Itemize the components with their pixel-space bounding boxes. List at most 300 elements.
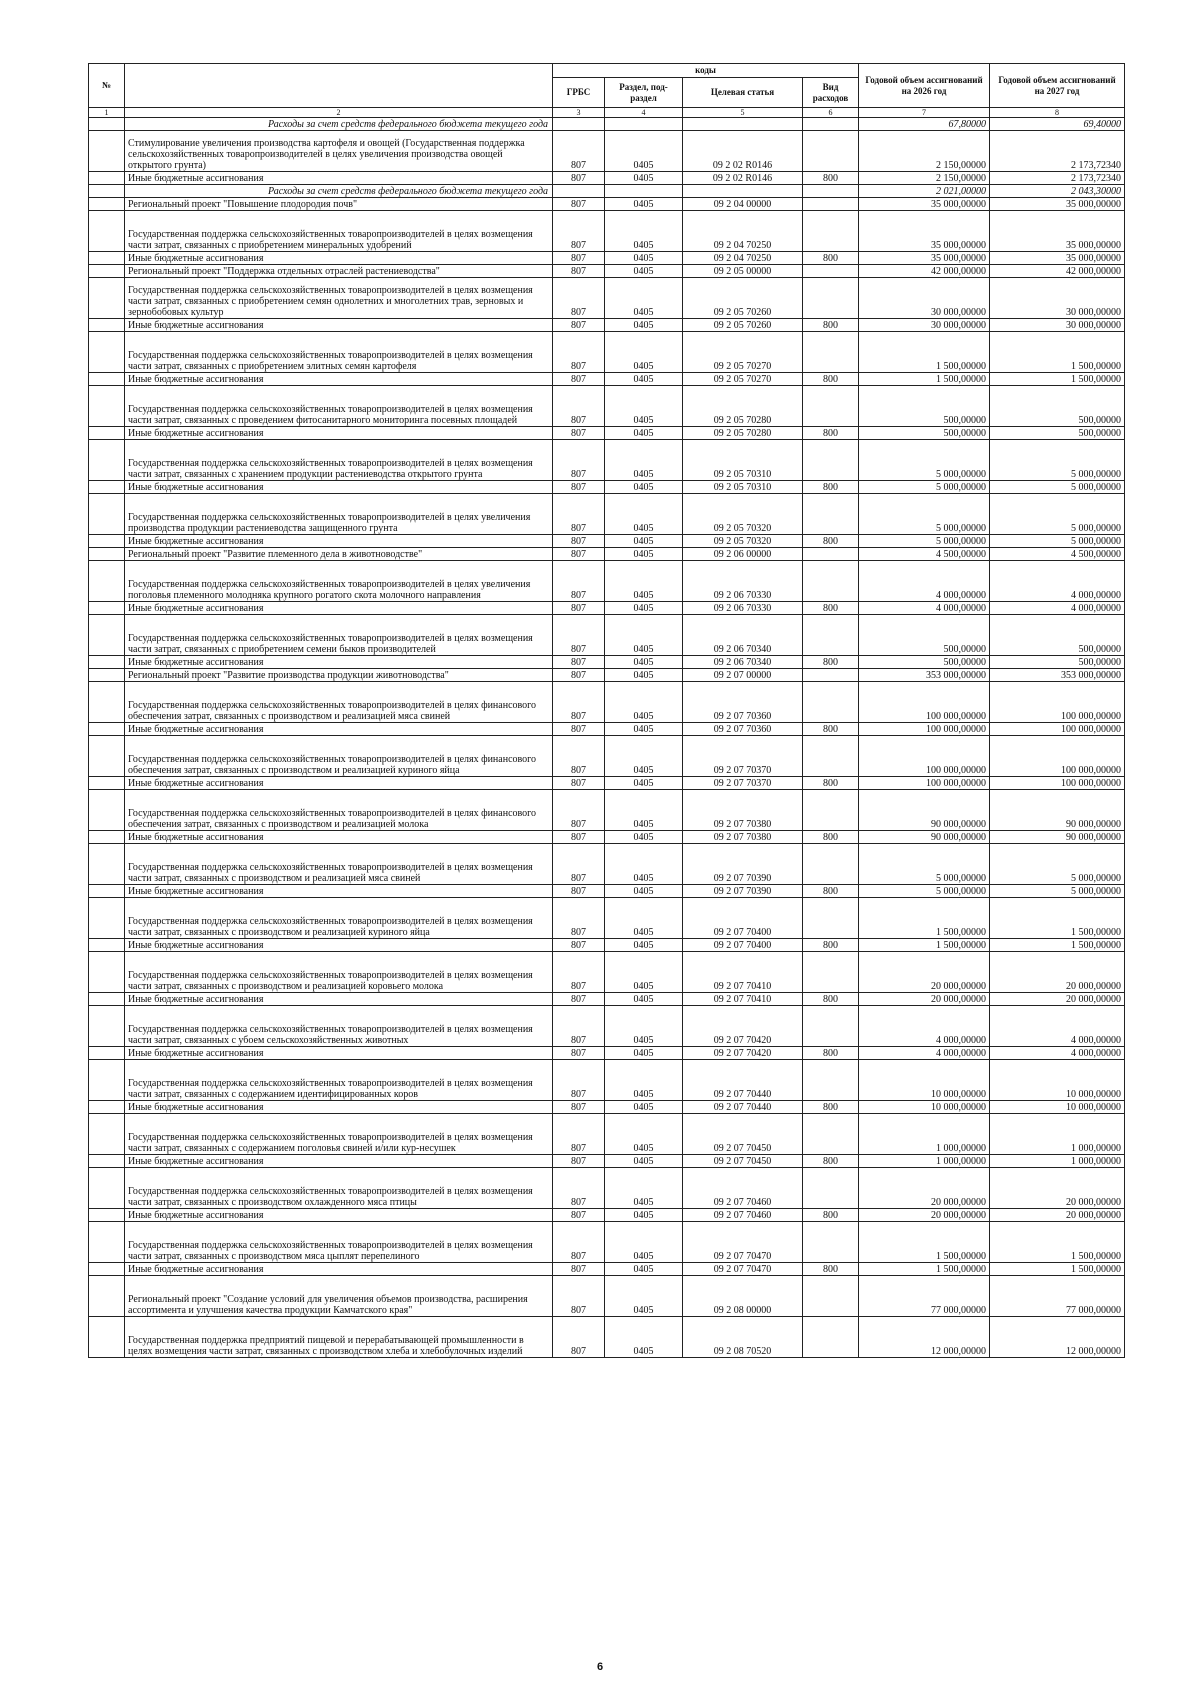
row-2026: 100 000,00000	[859, 723, 990, 736]
header-tselevaya: Целевая статья	[683, 78, 803, 108]
row-num	[89, 790, 125, 831]
row-2027: 353 000,00000	[990, 669, 1125, 682]
row-vid: 800	[803, 656, 859, 669]
row-grbs: 807	[553, 319, 605, 332]
row-2026: 2 150,00000	[859, 131, 990, 172]
row-2027: 2 173,72340	[990, 131, 1125, 172]
row-num	[89, 481, 125, 494]
row-grbs: 807	[553, 682, 605, 723]
row-name: Иные бюджетные ассигнования	[125, 885, 553, 898]
row-2027: 1 500,00000	[990, 373, 1125, 386]
table-row	[89, 669, 1125, 682]
row-tselevaya	[683, 118, 803, 131]
row-razdel: 0405	[605, 1060, 683, 1101]
row-razdel: 0405	[605, 265, 683, 278]
table-row	[89, 885, 1125, 898]
row-grbs: 807	[553, 656, 605, 669]
budget-table	[88, 63, 1125, 1358]
row-razdel	[605, 118, 683, 131]
row-name: Государственная поддержка сельскохозяйственных товаропроизводителей в целях возмещения части затрат, связанных с приобретением элитных семян картофеля	[125, 332, 553, 373]
row-2027: 12 000,00000	[990, 1317, 1125, 1358]
table-row	[89, 831, 1125, 844]
col-number: 4	[605, 108, 683, 118]
row-razdel: 0405	[605, 790, 683, 831]
row-num	[89, 682, 125, 723]
row-grbs	[553, 118, 605, 131]
row-vid	[803, 332, 859, 373]
row-tselevaya: 09 2 07 70460	[683, 1168, 803, 1209]
row-num	[89, 1006, 125, 1047]
table-row	[89, 1263, 1125, 1276]
row-tselevaya: 09 2 05 70310	[683, 481, 803, 494]
row-2026: 67,80000	[859, 118, 990, 131]
table-row	[89, 373, 1125, 386]
table-row	[89, 131, 1125, 172]
row-2026: 1 500,00000	[859, 1263, 990, 1276]
row-2026: 35 000,00000	[859, 198, 990, 211]
row-2026: 4 000,00000	[859, 1047, 990, 1060]
row-2026: 100 000,00000	[859, 777, 990, 790]
row-name: Государственная поддержка сельскохозяйственных товаропроизводителей в целях финансового обеспечения затрат, связанных с производством и реализацией куриного яйца	[125, 736, 553, 777]
row-2027: 1 500,00000	[990, 898, 1125, 939]
row-2026: 500,00000	[859, 656, 990, 669]
table-row	[89, 494, 1125, 535]
row-grbs: 807	[553, 1114, 605, 1155]
row-2027: 30 000,00000	[990, 319, 1125, 332]
row-name: Иные бюджетные ассигнования	[125, 656, 553, 669]
row-tselevaya: 09 2 05 70320	[683, 494, 803, 535]
row-razdel: 0405	[605, 1168, 683, 1209]
row-2026: 2 150,00000	[859, 172, 990, 185]
row-2027: 100 000,00000	[990, 736, 1125, 777]
row-tselevaya: 09 2 07 70400	[683, 939, 803, 952]
row-vid: 800	[803, 427, 859, 440]
row-2027: 30 000,00000	[990, 278, 1125, 319]
row-2027: 5 000,00000	[990, 481, 1125, 494]
row-2027: 1 500,00000	[990, 1263, 1125, 1276]
row-2027: 100 000,00000	[990, 682, 1125, 723]
row-2027: 1 000,00000	[990, 1155, 1125, 1168]
table-row	[89, 535, 1125, 548]
row-2026: 90 000,00000	[859, 790, 990, 831]
row-2026: 1 000,00000	[859, 1155, 990, 1168]
table-row	[89, 278, 1125, 319]
row-grbs: 807	[553, 669, 605, 682]
row-tselevaya: 09 2 04 00000	[683, 198, 803, 211]
row-num	[89, 427, 125, 440]
row-2026: 4 000,00000	[859, 602, 990, 615]
col-number: 7	[859, 108, 990, 118]
row-razdel: 0405	[605, 548, 683, 561]
row-name: Иные бюджетные ассигнования	[125, 252, 553, 265]
row-2026: 5 000,00000	[859, 844, 990, 885]
row-razdel: 0405	[605, 1006, 683, 1047]
row-2027: 4 000,00000	[990, 1006, 1125, 1047]
row-2026: 35 000,00000	[859, 211, 990, 252]
header-name	[125, 64, 553, 108]
row-tselevaya: 09 2 05 70280	[683, 427, 803, 440]
row-2026: 1 500,00000	[859, 373, 990, 386]
row-razdel: 0405	[605, 723, 683, 736]
row-razdel: 0405	[605, 939, 683, 952]
row-2026: 5 000,00000	[859, 494, 990, 535]
row-2026: 500,00000	[859, 386, 990, 427]
row-num	[89, 1114, 125, 1155]
row-vid: 800	[803, 723, 859, 736]
row-razdel: 0405	[605, 278, 683, 319]
row-tselevaya: 09 2 05 70320	[683, 535, 803, 548]
col-number: 6	[803, 108, 859, 118]
row-grbs: 807	[553, 494, 605, 535]
row-num	[89, 535, 125, 548]
row-name: Региональный проект "Создание условий для увеличения объемов производства, расширения ассортимента и улучшения качества продукции Камчатского края"	[125, 1276, 553, 1317]
row-grbs: 807	[553, 723, 605, 736]
row-tselevaya: 09 2 07 70360	[683, 682, 803, 723]
row-vid: 800	[803, 1209, 859, 1222]
row-grbs: 807	[553, 1222, 605, 1263]
row-vid	[803, 198, 859, 211]
row-2027: 2 173,72340	[990, 172, 1125, 185]
row-grbs: 807	[553, 548, 605, 561]
row-name: Государственная поддержка сельскохозяйственных товаропроизводителей в целях возмещения части затрат, связанных с содержанием поголовья свиней и/или кур-несушек	[125, 1114, 553, 1155]
row-grbs: 807	[553, 1047, 605, 1060]
header-2026: Годовой объем ассигнований на 2026 год	[859, 64, 990, 108]
row-2026: 4 000,00000	[859, 1006, 990, 1047]
row-razdel: 0405	[605, 440, 683, 481]
row-razdel: 0405	[605, 844, 683, 885]
row-razdel: 0405	[605, 898, 683, 939]
table-row	[89, 265, 1125, 278]
row-2027: 20 000,00000	[990, 952, 1125, 993]
row-razdel: 0405	[605, 682, 683, 723]
row-tselevaya: 09 2 05 70260	[683, 278, 803, 319]
row-num	[89, 1209, 125, 1222]
row-2027: 4 000,00000	[990, 1047, 1125, 1060]
row-grbs: 807	[553, 1060, 605, 1101]
table-row	[89, 602, 1125, 615]
row-num	[89, 615, 125, 656]
row-grbs: 807	[553, 831, 605, 844]
row-grbs: 807	[553, 427, 605, 440]
row-num	[89, 386, 125, 427]
table-row	[89, 939, 1125, 952]
row-2027: 100 000,00000	[990, 777, 1125, 790]
row-num	[89, 1276, 125, 1317]
row-vid: 800	[803, 831, 859, 844]
row-num	[89, 131, 125, 172]
row-tselevaya: 09 2 05 70270	[683, 373, 803, 386]
row-tselevaya: 09 2 05 70280	[683, 386, 803, 427]
row-vid	[803, 386, 859, 427]
row-name: Государственная поддержка сельскохозяйственных товаропроизводителей в целях увеличения поголовья племенного молодняка крупного рогатого скота молочного направления	[125, 561, 553, 602]
row-tselevaya: 09 2 06 00000	[683, 548, 803, 561]
row-razdel: 0405	[605, 777, 683, 790]
row-tselevaya: 09 2 07 70470	[683, 1263, 803, 1276]
row-name: Иные бюджетные ассигнования	[125, 1047, 553, 1060]
row-grbs: 807	[553, 561, 605, 602]
row-grbs: 807	[553, 278, 605, 319]
row-razdel: 0405	[605, 1222, 683, 1263]
table-row	[89, 656, 1125, 669]
row-grbs: 807	[553, 481, 605, 494]
row-2027: 35 000,00000	[990, 252, 1125, 265]
row-name: Иные бюджетные ассигнования	[125, 319, 553, 332]
row-grbs: 807	[553, 1276, 605, 1317]
row-tselevaya: 09 2 07 70380	[683, 831, 803, 844]
row-grbs: 807	[553, 252, 605, 265]
row-grbs: 807	[553, 332, 605, 373]
table-row	[89, 1114, 1125, 1155]
row-name: Иные бюджетные ассигнования	[125, 1263, 553, 1276]
row-razdel: 0405	[605, 1209, 683, 1222]
row-vid	[803, 118, 859, 131]
table-row	[89, 1317, 1125, 1358]
row-2027: 500,00000	[990, 386, 1125, 427]
row-razdel: 0405	[605, 198, 683, 211]
row-vid	[803, 952, 859, 993]
table-row	[89, 548, 1125, 561]
row-vid	[803, 1276, 859, 1317]
header-codes: коды	[553, 64, 859, 78]
row-vid: 800	[803, 373, 859, 386]
row-tselevaya: 09 2 07 00000	[683, 669, 803, 682]
row-2027: 77 000,00000	[990, 1276, 1125, 1317]
row-razdel: 0405	[605, 332, 683, 373]
row-grbs: 807	[553, 952, 605, 993]
col-number: 5	[683, 108, 803, 118]
row-vid: 800	[803, 885, 859, 898]
row-name: Государственная поддержка сельскохозяйственных товаропроизводителей в целях возмещения части затрат, связанных с производством и реализацией мяса свиней	[125, 844, 553, 885]
row-tselevaya: 09 2 07 70450	[683, 1155, 803, 1168]
table-row	[89, 561, 1125, 602]
row-grbs: 807	[553, 265, 605, 278]
row-2026: 1 500,00000	[859, 898, 990, 939]
row-grbs: 807	[553, 131, 605, 172]
row-razdel: 0405	[605, 131, 683, 172]
row-2027: 4 500,00000	[990, 548, 1125, 561]
row-razdel: 0405	[605, 669, 683, 682]
table-row	[89, 993, 1125, 1006]
table-row	[89, 682, 1125, 723]
row-vid	[803, 898, 859, 939]
row-2026: 500,00000	[859, 615, 990, 656]
table-row	[89, 1047, 1125, 1060]
row-tselevaya: 09 2 05 70260	[683, 319, 803, 332]
row-tselevaya: 09 2 05 70270	[683, 332, 803, 373]
row-vid	[803, 278, 859, 319]
row-num	[89, 198, 125, 211]
row-name: Иные бюджетные ассигнования	[125, 427, 553, 440]
row-2027: 90 000,00000	[990, 831, 1125, 844]
row-2026: 4 000,00000	[859, 561, 990, 602]
row-num	[89, 736, 125, 777]
table-row	[89, 1060, 1125, 1101]
row-grbs: 807	[553, 440, 605, 481]
row-vid	[803, 185, 859, 198]
row-2026: 30 000,00000	[859, 319, 990, 332]
table-row	[89, 198, 1125, 211]
table-row	[89, 844, 1125, 885]
row-razdel: 0405	[605, 481, 683, 494]
row-grbs: 807	[553, 1317, 605, 1358]
row-2026: 10 000,00000	[859, 1101, 990, 1114]
row-razdel: 0405	[605, 736, 683, 777]
table-row	[89, 898, 1125, 939]
row-razdel: 0405	[605, 252, 683, 265]
row-name: Государственная поддержка сельскохозяйственных товаропроизводителей в целях финансового обеспечения затрат, связанных с производством и реализацией мяса свиней	[125, 682, 553, 723]
row-razdel: 0405	[605, 494, 683, 535]
col-number: 1	[89, 108, 125, 118]
row-tselevaya: 09 2 05 70310	[683, 440, 803, 481]
row-num	[89, 1168, 125, 1209]
row-name: Государственная поддержка сельскохозяйственных товаропроизводителей в целях возмещения части затрат, связанных с производством и реализацией коровьего молока	[125, 952, 553, 993]
row-2027: 10 000,00000	[990, 1101, 1125, 1114]
row-num	[89, 494, 125, 535]
row-name: Региональный проект "Повышение плодородия почв"	[125, 198, 553, 211]
row-2027: 1 500,00000	[990, 332, 1125, 373]
row-num	[89, 1222, 125, 1263]
row-2027: 10 000,00000	[990, 1060, 1125, 1101]
row-num	[89, 252, 125, 265]
row-grbs: 807	[553, 373, 605, 386]
row-vid	[803, 548, 859, 561]
row-tselevaya: 09 2 07 70450	[683, 1114, 803, 1155]
row-tselevaya: 09 2 08 00000	[683, 1276, 803, 1317]
row-vid	[803, 615, 859, 656]
row-name: Региональный проект "Развитие производства продукции животноводства"	[125, 669, 553, 682]
row-tselevaya: 09 2 04 70250	[683, 211, 803, 252]
row-2026: 12 000,00000	[859, 1317, 990, 1358]
row-name: Иные бюджетные ассигнования	[125, 481, 553, 494]
row-num	[89, 1263, 125, 1276]
row-grbs: 807	[553, 1006, 605, 1047]
row-razdel: 0405	[605, 1263, 683, 1276]
row-razdel: 0405	[605, 615, 683, 656]
row-2026: 500,00000	[859, 427, 990, 440]
row-2027: 100 000,00000	[990, 723, 1125, 736]
row-name: Стимулирование увеличения производства картофеля и овощей (Государственная поддержка сельскохозяйственных товаропроизводителей в целях увеличения производства овощей открытого грунта)	[125, 131, 553, 172]
row-tselevaya: 09 2 07 70410	[683, 993, 803, 1006]
row-num	[89, 440, 125, 481]
row-vid: 800	[803, 1047, 859, 1060]
row-vid	[803, 1168, 859, 1209]
row-vid	[803, 844, 859, 885]
row-2027: 90 000,00000	[990, 790, 1125, 831]
row-razdel: 0405	[605, 1101, 683, 1114]
row-razdel: 0405	[605, 172, 683, 185]
row-2026: 1 500,00000	[859, 1222, 990, 1263]
row-num	[89, 993, 125, 1006]
row-2027: 42 000,00000	[990, 265, 1125, 278]
row-name: Иные бюджетные ассигнования	[125, 373, 553, 386]
row-2026: 90 000,00000	[859, 831, 990, 844]
row-2026: 353 000,00000	[859, 669, 990, 682]
row-name: Иные бюджетные ассигнования	[125, 1155, 553, 1168]
row-grbs: 807	[553, 993, 605, 1006]
row-razdel: 0405	[605, 885, 683, 898]
table-row	[89, 1222, 1125, 1263]
row-2026: 2 021,00000	[859, 185, 990, 198]
row-2026: 20 000,00000	[859, 952, 990, 993]
row-2026: 35 000,00000	[859, 252, 990, 265]
table-row	[89, 1209, 1125, 1222]
row-tselevaya: 09 2 07 70360	[683, 723, 803, 736]
row-vid	[803, 669, 859, 682]
row-num	[89, 898, 125, 939]
row-2026: 4 500,00000	[859, 548, 990, 561]
row-vid	[803, 736, 859, 777]
row-grbs	[553, 185, 605, 198]
row-name: Иные бюджетные ассигнования	[125, 1209, 553, 1222]
row-name: Государственная поддержка сельскохозяйственных товаропроизводителей в целях возмещения части затрат, связанных с приобретением семени быков производителей	[125, 615, 553, 656]
row-razdel: 0405	[605, 1317, 683, 1358]
row-num	[89, 172, 125, 185]
table-row-federal-note	[89, 185, 1125, 198]
row-razdel: 0405	[605, 656, 683, 669]
row-num	[89, 656, 125, 669]
row-grbs: 807	[553, 885, 605, 898]
row-2026: 100 000,00000	[859, 736, 990, 777]
row-vid	[803, 440, 859, 481]
row-num	[89, 723, 125, 736]
row-num	[89, 1060, 125, 1101]
row-num	[89, 373, 125, 386]
row-2027: 5 000,00000	[990, 440, 1125, 481]
table-row	[89, 615, 1125, 656]
row-2027: 5 000,00000	[990, 844, 1125, 885]
column-number-row	[89, 108, 1125, 118]
row-razdel: 0405	[605, 1276, 683, 1317]
row-vid	[803, 1006, 859, 1047]
header-vid: Вид расходов	[803, 78, 859, 108]
row-razdel: 0405	[605, 602, 683, 615]
row-2027: 1 500,00000	[990, 1222, 1125, 1263]
row-grbs: 807	[553, 1155, 605, 1168]
col-number: 8	[990, 108, 1125, 118]
row-num	[89, 265, 125, 278]
row-num	[89, 952, 125, 993]
row-vid	[803, 1060, 859, 1101]
row-name: Государственная поддержка сельскохозяйственных товаропроизводителей в целях возмещения части затрат, связанных с хранением продукции растениеводства открытого грунта	[125, 440, 553, 481]
table-row	[89, 736, 1125, 777]
row-2027: 20 000,00000	[990, 993, 1125, 1006]
row-num	[89, 561, 125, 602]
row-num	[89, 669, 125, 682]
row-grbs: 807	[553, 736, 605, 777]
row-tselevaya: 09 2 07 70440	[683, 1101, 803, 1114]
row-razdel: 0405	[605, 561, 683, 602]
row-2026: 20 000,00000	[859, 993, 990, 1006]
row-tselevaya: 09 2 07 70390	[683, 885, 803, 898]
row-2027: 4 000,00000	[990, 561, 1125, 602]
row-2026: 10 000,00000	[859, 1060, 990, 1101]
row-grbs: 807	[553, 535, 605, 548]
table-row	[89, 386, 1125, 427]
row-tselevaya	[683, 185, 803, 198]
row-num	[89, 1047, 125, 1060]
row-2026: 1 500,00000	[859, 332, 990, 373]
table-row-federal-note	[89, 118, 1125, 131]
row-2027: 4 000,00000	[990, 602, 1125, 615]
row-tselevaya: 09 2 07 70400	[683, 898, 803, 939]
row-grbs: 807	[553, 386, 605, 427]
row-vid: 800	[803, 1263, 859, 1276]
budget-table-sheet	[88, 63, 1124, 1358]
table-row	[89, 723, 1125, 736]
row-tselevaya: 09 2 07 70420	[683, 1006, 803, 1047]
row-2026: 1 000,00000	[859, 1114, 990, 1155]
row-name: Государственная поддержка сельскохозяйственных товаропроизводителей в целях возмещения части затрат, связанных с приобретением минеральных удобрений	[125, 211, 553, 252]
